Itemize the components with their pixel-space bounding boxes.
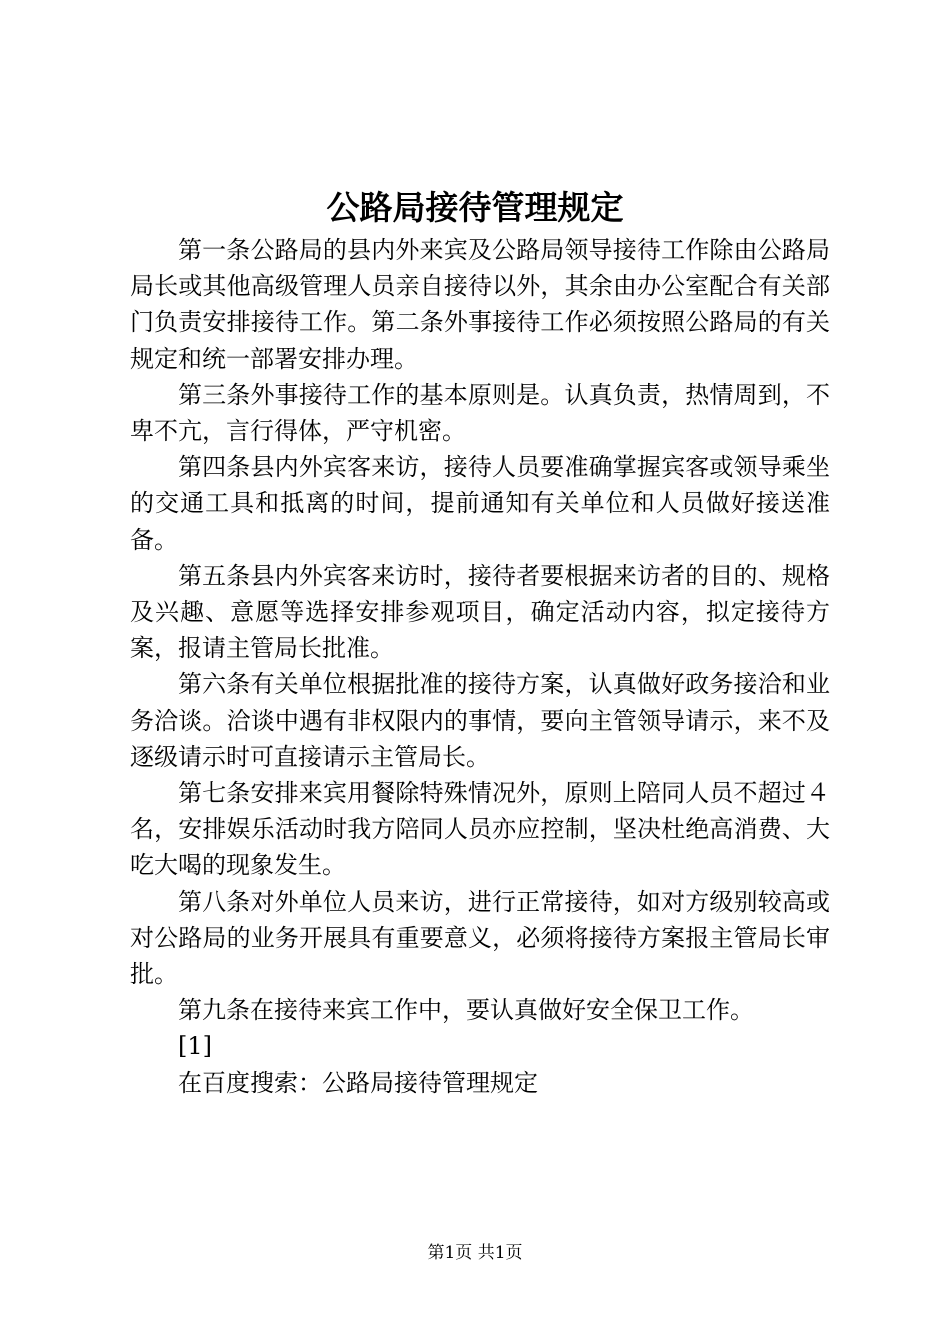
article-7-paragraph: 第七条安排来宾用餐除特殊情况外，原则上陪同人员不超过４名，安排娱乐活动时我方陪同人员亦应控制，坚决杜绝高消费、大吃大喝的现象发生。 xyxy=(130,779,830,880)
reference-marker: [1] xyxy=(178,1032,212,1061)
document-body xyxy=(130,232,830,1101)
article-5-paragraph: 第五条县内外宾客来访时，接待者要根据来访者的目的、规格及兴趣、意愿等选择安排参观项目，确定活动内容，拟定接待方案，报请主管局长批准。 xyxy=(130,561,830,663)
article-4-paragraph: 第四条县内外宾客来访，接待人员要准确掌握宾客或领导乘坐的交通工具和抵离的时间，提前通知有关单位和人员做好接送准备。 xyxy=(130,453,830,554)
article-1-2-paragraph: 第一条公路局的县内外来宾及公路局领导接待工作除由公路局局长或其他高级管理人员亲自接待以外，其余由办公室配合有关部门负责安排接待工作。第二条外事接待工作必须按照公路局的有关规定和统一部署安排办理。 xyxy=(130,236,830,373)
search-hint-text: 在百度搜索：公路局接待管理规定 xyxy=(178,1068,538,1097)
page-number-footer: 第1页 共1页 xyxy=(427,1243,523,1263)
article-8-paragraph: 第八条对外单位人员来访，进行正常接待，如对方级别较高或对公路局的业务开展具有重要意义，必须将接待方案报主管局长审批。 xyxy=(130,887,830,989)
article-3-paragraph: 第三条外事接待工作的基本原则是。认真负责，热情周到，不卑不亢，言行得体，严守机密。 xyxy=(130,380,830,446)
document-title: 公路局接待管理规定 xyxy=(326,188,624,227)
article-9-paragraph: 第九条在接待来宾工作中，要认真做好安全保卫工作。 xyxy=(178,996,754,1025)
article-6-paragraph: 第六条有关单位根据批准的接待方案，认真做好政务接洽和业务洽谈。洽谈中遇有非权限内的事情，要向主管领导请示，来不及逐级请示时可直接请示主管局长。 xyxy=(130,670,830,771)
